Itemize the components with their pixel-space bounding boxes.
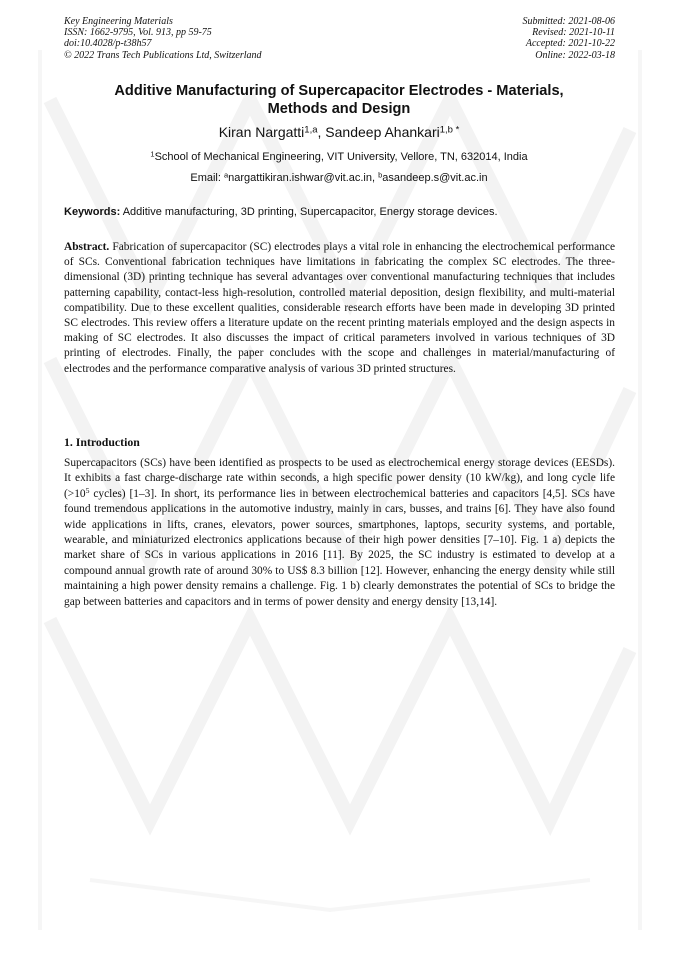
email-address[interactable]: nargattikiran.ishwar@vit.ac.in, bbox=[228, 172, 379, 184]
keywords-label: Keywords: bbox=[64, 206, 121, 218]
author-name: Kiran Nargatti bbox=[218, 124, 305, 140]
paper-title bbox=[64, 82, 614, 118]
author-list bbox=[64, 124, 614, 140]
keywords bbox=[64, 206, 616, 218]
introduction-text: cycles) [1–3]. In short, its performance lies in between electrochemical batteries and capacitors [4,5]. SCs have found tremendous applications in the automotive industry, mainly in cars, busses, and trains [6]. They have also found wide applications in lifts, cranes, elevators, power sources, smartphones, laptops, security systems, and portable, wearable, and miniaturized electronics applications because of their high power densities [7–10]. Fig. 1 a) depicts the market share of SCs in various applications in 2016 [11]. By 2025, the SC industry is estimated to develop at a compound annual growth rate of around 30% to US$ 8.3 billion [12]. However, enhancing the energy density while still maintaining a high power density remains a challenge. Fig. 1 b) clearly demonstrates the potential of SCs to bridge the gap between batteries and capacitors and in terms of power density and energy density [13,14]. bbox=[64, 487, 615, 608]
introduction-text: Supercapacitors (SCs) have been identified as prospects to be used as electrochemical energy storage devices (EESDs). It exhibits a fast charge-discharge rate within seconds, a high specific power density (10 kW/kg), and long cycle life (>10 bbox=[64, 457, 615, 500]
email-marker: a bbox=[224, 170, 229, 180]
email-line bbox=[64, 172, 614, 184]
email-marker: b bbox=[378, 170, 383, 180]
date-revised: Revised: 2021-10-11 bbox=[532, 27, 615, 39]
author-name: Sandeep Ahankari bbox=[325, 124, 440, 140]
journal-issn: ISSN: 1662-9795, Vol. 913, pp 59-75 bbox=[64, 27, 212, 39]
journal-meta bbox=[64, 16, 262, 61]
date-submitted: Submitted: 2021-08-06 bbox=[522, 16, 615, 27]
email-address[interactable]: asandeep.s@vit.ac.in bbox=[382, 172, 488, 184]
affiliation-text: School of Mechanical Engineering, VIT University, Vellore, TN, 632014, India bbox=[154, 151, 528, 163]
journal-copyright: © 2022 Trans Tech Publications Ltd, Switzerland bbox=[64, 49, 262, 61]
author-separator: , bbox=[317, 124, 326, 140]
email-label: Email: bbox=[190, 172, 224, 184]
date-accepted: Accepted: 2021-10-22 bbox=[525, 38, 615, 50]
author-affiliation-marker: 1,a bbox=[304, 124, 318, 136]
affiliation-marker: 1 bbox=[150, 149, 155, 159]
date-online: Online: 2022-03-18 bbox=[535, 49, 615, 61]
section-heading-introduction: 1. Introduction bbox=[64, 435, 140, 449]
journal-name: Key Engineering Materials bbox=[64, 16, 173, 27]
submission-dates bbox=[523, 16, 616, 61]
paper-title-line-1: Additive Manufacturing of Supercapacitor Electrodes - Materials, bbox=[114, 83, 564, 99]
introduction-superscript: 5 bbox=[85, 485, 90, 495]
paper-title-line-2: Methods and Design bbox=[267, 101, 411, 117]
journal-doi[interactable]: doi:10.4028/p-t38h57 bbox=[64, 38, 152, 50]
affiliation bbox=[64, 151, 614, 163]
abstract-text: Fabrication of supercapacitor (SC) electrodes plays a vital role in enhancing the electrochemical performance of SCs. Conventional fabrication techniques have limitations in fabricating the complex SC electrodes. The three-dimensional (3D) printing technique has several advantages over conventional manufacturing techniques that includes patterning capability, contact-less high-resolution, controlled material deposition, design flexibility, and multi-material compatibility. Due to these excellent qualities, considerable research efforts have been made in developing 3D printed SC electrodes. This review offers a literature update on the recent printing materials employed and the design aspects in making of SC electrodes. It also discusses the impact of critical parameters involved in various techniques of 3D printing of electrodes. Finally, the paper concludes with the scope and challenges in material/manufacturing of electrodes and the performance comparative analysis of various 3D printed structures. bbox=[64, 241, 615, 375]
abstract bbox=[64, 240, 615, 377]
introduction-paragraph bbox=[64, 456, 615, 610]
abstract-label: Abstract. bbox=[64, 241, 110, 253]
keywords-text: Additive manufacturing, 3D printing, Supercapacitor, Energy storage devices. bbox=[120, 206, 498, 218]
author-affiliation-marker: 1,b * bbox=[439, 124, 460, 136]
